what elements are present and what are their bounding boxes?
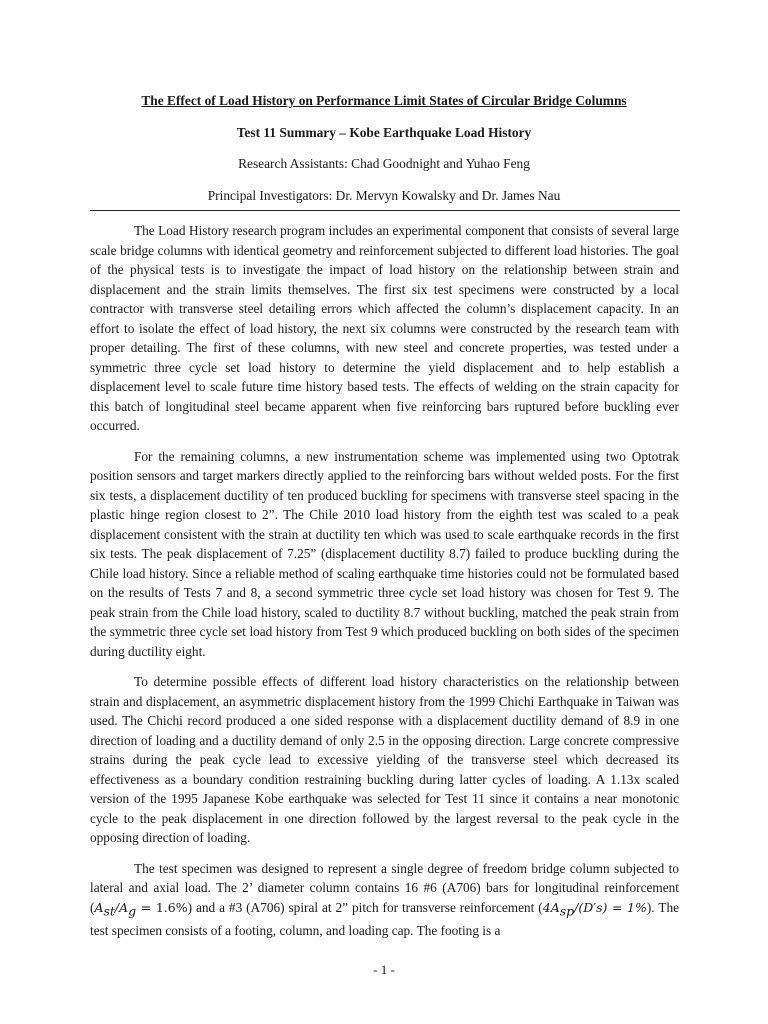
document-title: The Effect of Load History on Performance Limit States of Circular Bridge Columns (141, 93, 627, 108)
paragraph-4 (90, 859, 679, 941)
header-divider (90, 210, 680, 211)
principal-investigators: Principal Investigators: Dr. Mervyn Kowalsky and Dr. James Nau (207, 188, 561, 203)
body-text (90, 221, 679, 951)
paragraph-4-text-c: ). The test specimen consists of a footing, column, and loading cap. The footing is a (90, 899, 679, 938)
research-assistants: Research Assistants: Chad Goodnight and Yuhao Feng (238, 156, 530, 171)
page-number: - 1 - (373, 962, 395, 977)
paragraph-3: To determine possible effects of different load history characteristics on the relationship between strain and displacement, an asymmetric displacement history from the 1999 Chichi Earthquake in Taiwan was used. The Chichi record produced a one sided response with a displacement ductility demand of 8.9 in one direction of loading and a ductility demand of only 2.5 in the opposing direction. Large concrete compressive strains during the peak cycle lead to excessive yielding of the transverse steel which decreased its effectiveness as a boundary condition restraining buckling during latter cycles of loading. A 1.13x scaled version of the 1995 Japanese Kobe earthquake was selected for Test 11 since it contains a near monotonic cycle to the peak displacement in one direction followed by the largest reversal to the peak cycle in the opposing direction of loading. (90, 674, 679, 845)
document-subtitle: Test 11 Summary – Kobe Earthquake Load History (236, 125, 532, 140)
reinforcement-ratio-equation: $A_{st}/A_g = 1.6\%$ (94, 899, 188, 919)
paragraph-2: For the remaining columns, a new instrumentation scheme was implemented using two Optotrak position sensors and target markers directly applied to the reinforcing bars without welded posts. For the first six tests, a displacement ductility of ten produced buckling for specimens with transverse steel spacing in the plastic hinge region closest to 2”. The Chile 2010 load history from the eighth test was scaled to a peak displacement consistent with the strain at ductility ten which was used to scale earthquake records in the first six tests. The peak displacement of 7.25” (displacement ductility 8.7) failed to produce buckling during the Chile load history. Since a reliable method of scaling earthquake time histories could not be formulated based on the results of Tests 7 and 8, a second symmetric three cycle set load history was chosen for Test 9. The peak strain from the Chile load history, scaled to ductility 8.7 without buckling, matched the peak strain from the symmetric three cycle set load history from Test 9 which produced buckling on both sides of the specimen during ductility eight. (90, 448, 679, 659)
paragraph-4-text-a: The test specimen was designed to represent a single degree of freedom bridge column subjected to lateral and axial load. The 2’ diameter column contains 16 #6 (A706) bars for longitudinal reinforcement ( (90, 860, 679, 915)
paragraph-4-text-b: ) and a #3 (A706) spiral at 2” pitch for transverse reinforcement ( (187, 899, 543, 915)
paragraph-1: The Load History research program includes an experimental component that consists of several large scale bridge columns with identical geometry and reinforcement subjected to different load histories. The goal of the physical tests is to investigate the impact of load history on the relationship between strain and displacement and the strain limits themselves. The first six test specimens were constructed by a local contractor with transverse steel detailing errors which affected the column’s displacement capacity. In an effort to isolate the effect of load history, the next six columns were constructed by the research team with proper detailing. The first of these columns, with new steel and concrete properties, was tested under a symmetric three cycle set load history to determine the yield displacement and to help establish a displacement level to scale future time history based tests. The effects of welding on the strain capacity for this batch of longitudinal steel became apparent when five reinforcing bars ruptured before buckling ever occurred. (90, 223, 679, 433)
spiral-ratio-equation: $4A_{sp}/(D's) = 1\%$ (542, 899, 647, 919)
